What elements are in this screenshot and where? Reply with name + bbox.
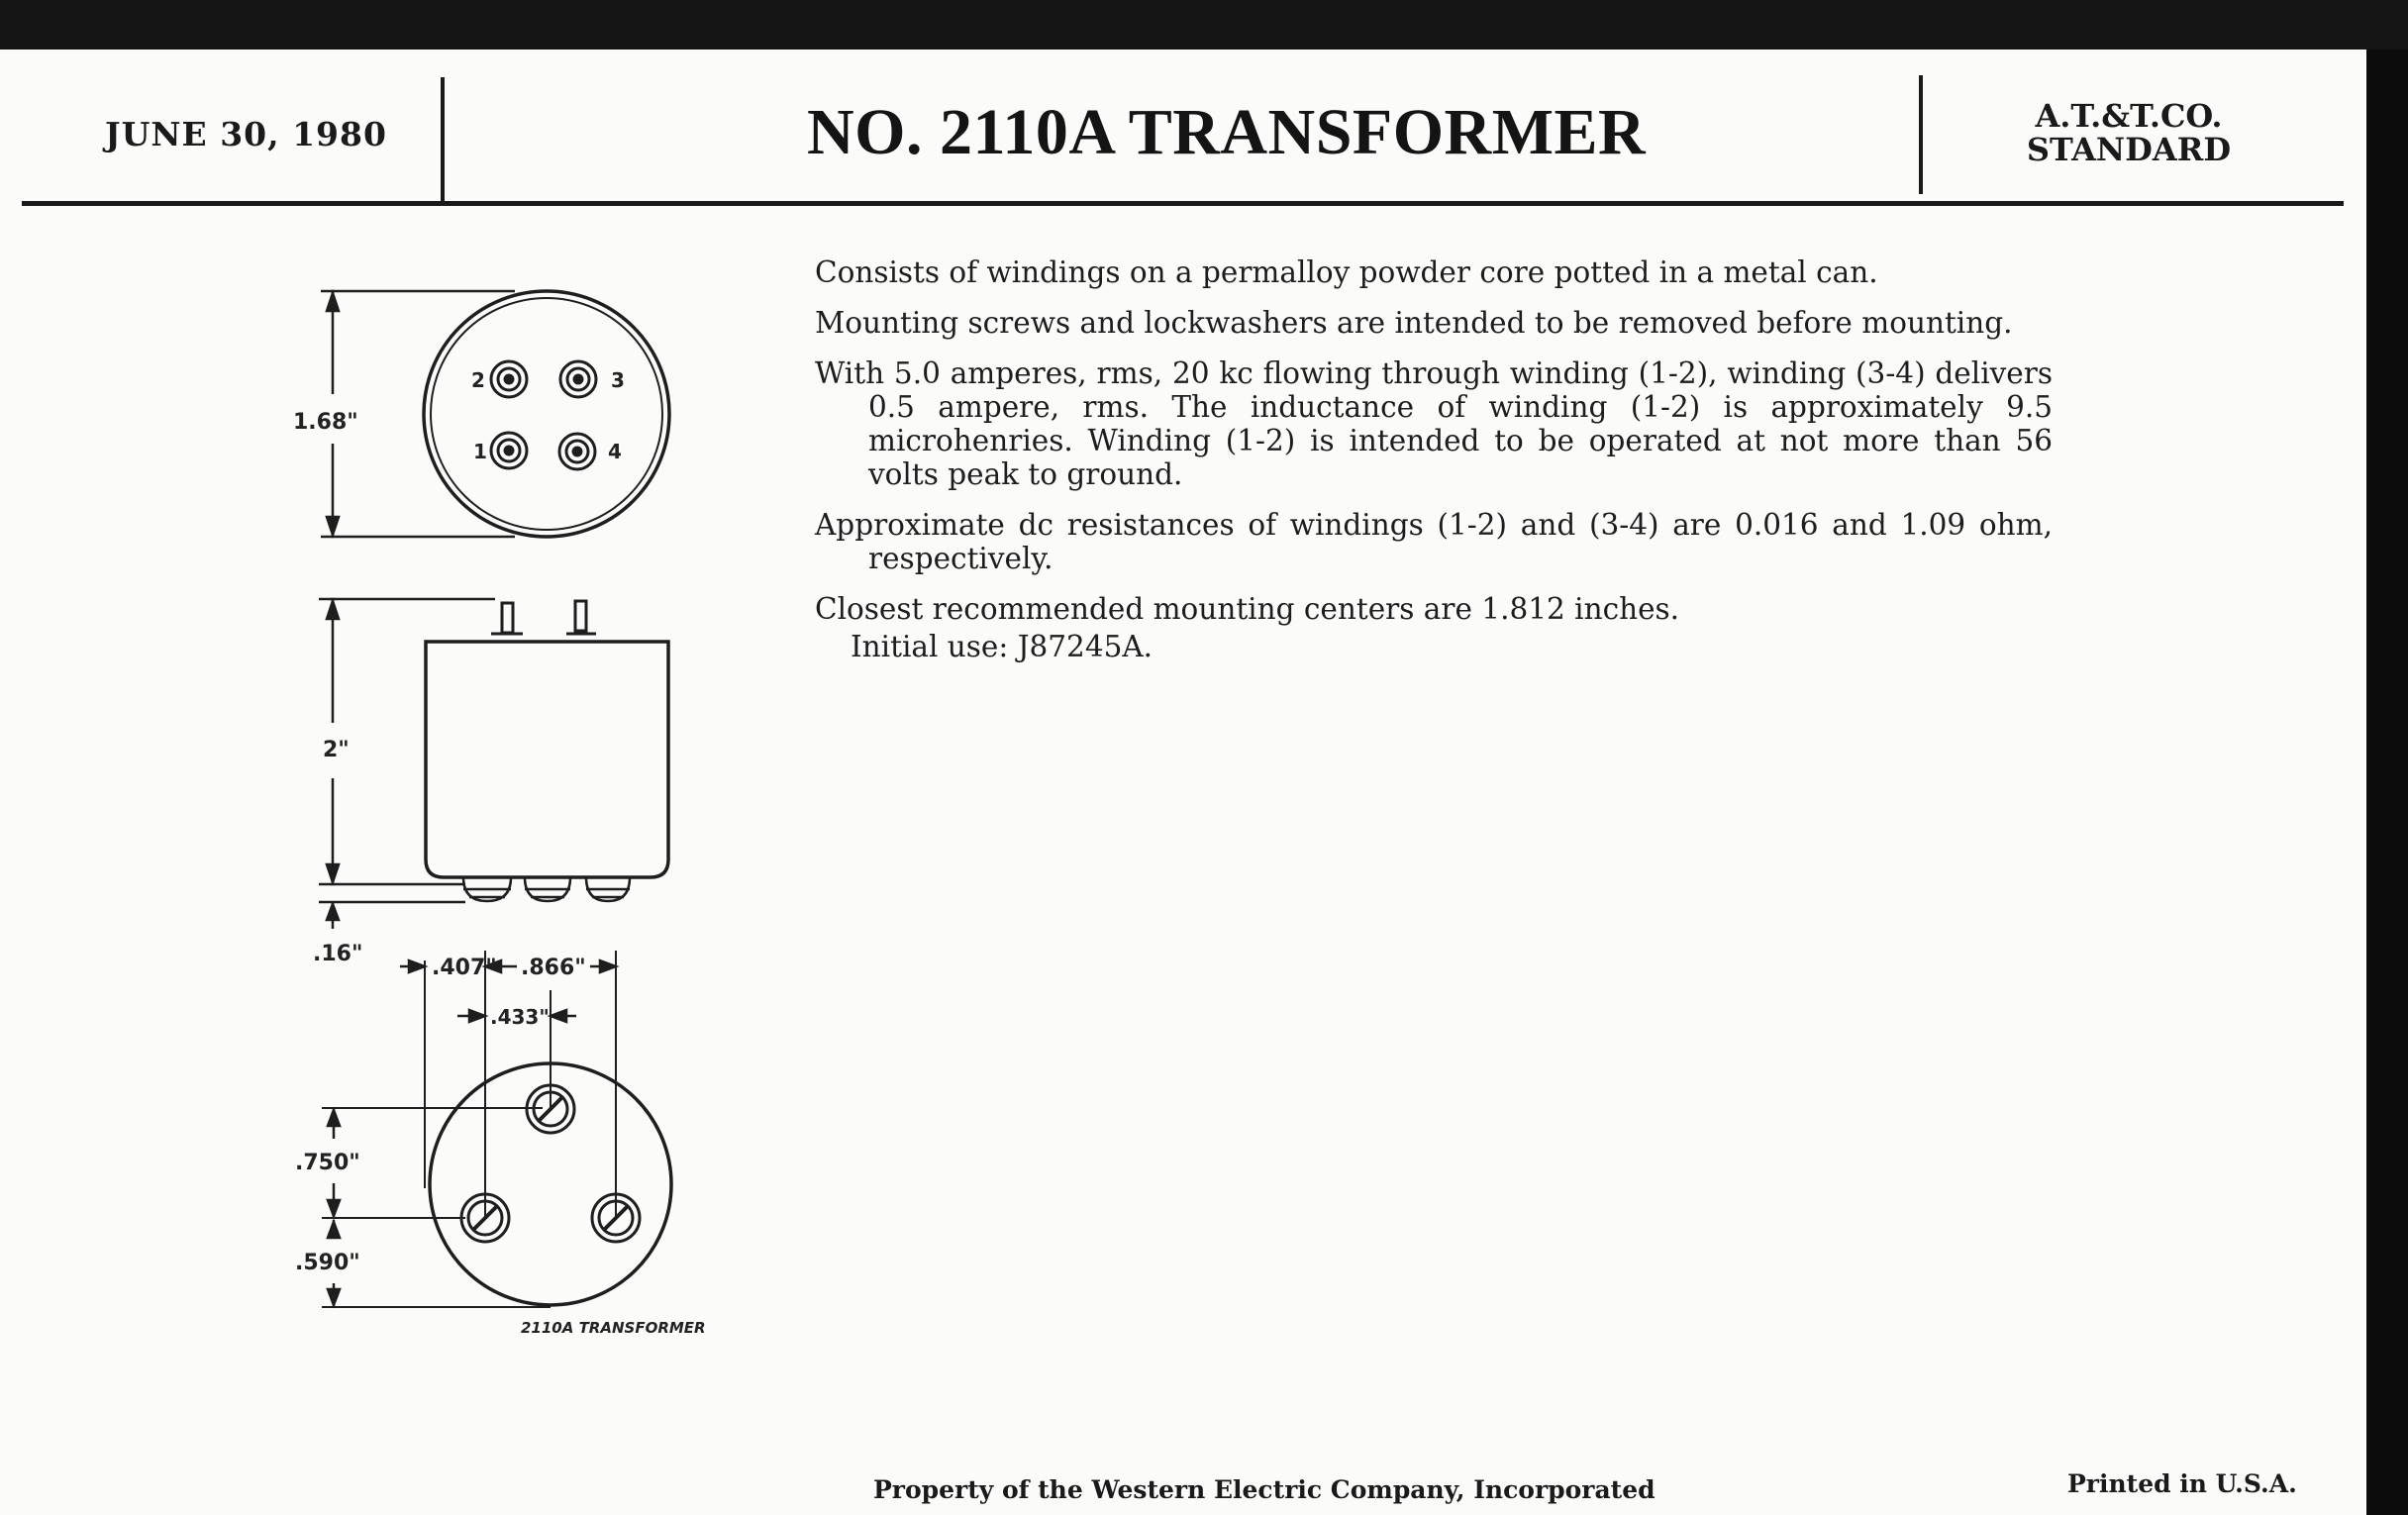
dimension-16 — [319, 902, 465, 929]
description-paragraph-2: Mounting screws and lockwashers are intended to be removed before mounting. — [815, 306, 2013, 340]
label-866: .866" — [521, 956, 586, 980]
description-paragraph-1: Consists of windings on a permalloy powder core potted in a metal can. — [815, 255, 1878, 289]
label-750: .750" — [295, 1151, 360, 1175]
top-view-can-outline — [424, 291, 669, 537]
standard-line-2: STANDARD — [2026, 131, 2232, 168]
label-407: .407" — [432, 956, 497, 980]
side-view-screws — [463, 877, 630, 901]
description-paragraph-3: With 5.0 amperes, rms, 20 kc flowing through winding (1-2), winding (3-4) delivers 0.5 ampere, rms. The inductance of winding (1-2) is approximately 9.5 microhenries. Winding (1-2) is intended to be operated at not more than 56 volts peak to ground. — [815, 356, 2053, 491]
dimension-vertical — [328, 1108, 340, 1307]
terminal-3-icon — [560, 361, 596, 397]
top-view-can-inner — [431, 298, 662, 530]
terminal-1-icon — [491, 433, 527, 468]
terminal-label-4: 4 — [608, 440, 622, 463]
description-paragraph-4: Approximate dc resistances of windings (1-2) and (3-4) are 0.016 and 1.09 ohm, respectively. — [815, 508, 2053, 575]
label-590: .590" — [295, 1251, 360, 1275]
bottom-view-extension-lines — [322, 951, 616, 1307]
label-2: 2" — [323, 738, 350, 762]
mounting-screw-left-icon — [461, 1194, 509, 1242]
terminal-label-2: 2 — [471, 368, 485, 392]
label-433: .433" — [490, 1005, 550, 1029]
terminal-2-icon — [491, 361, 527, 397]
initial-use: Initial use: J87245A. — [851, 630, 1154, 663]
side-view-terminals — [491, 601, 596, 634]
label-16: .16" — [313, 942, 363, 966]
terminal-4-icon — [559, 434, 595, 469]
mounting-screw-top-icon — [527, 1085, 574, 1133]
drawing-caption: 2110A TRANSFORMER — [521, 1319, 706, 1337]
standard-line-1: A.T.&T.CO. — [2035, 97, 2223, 135]
description-paragraph-5: Closest recommended mounting centers are 1.812 inches. — [815, 592, 1680, 626]
footer-property: Property of the Western Electric Company, Incorporated — [873, 1475, 1656, 1504]
terminal-label-1: 1 — [473, 440, 487, 463]
label-1-68: 1.68" — [293, 410, 358, 435]
footer-printed: Printed in U.S.A. — [2067, 1469, 2297, 1498]
page-title: NO. 2110A TRANSFORMER — [807, 96, 1647, 168]
header-date: JUNE 30, 1980 — [105, 115, 387, 153]
side-view-can-body — [426, 642, 668, 877]
mounting-screw-right-icon — [592, 1194, 640, 1242]
terminal-label-3: 3 — [611, 368, 625, 392]
